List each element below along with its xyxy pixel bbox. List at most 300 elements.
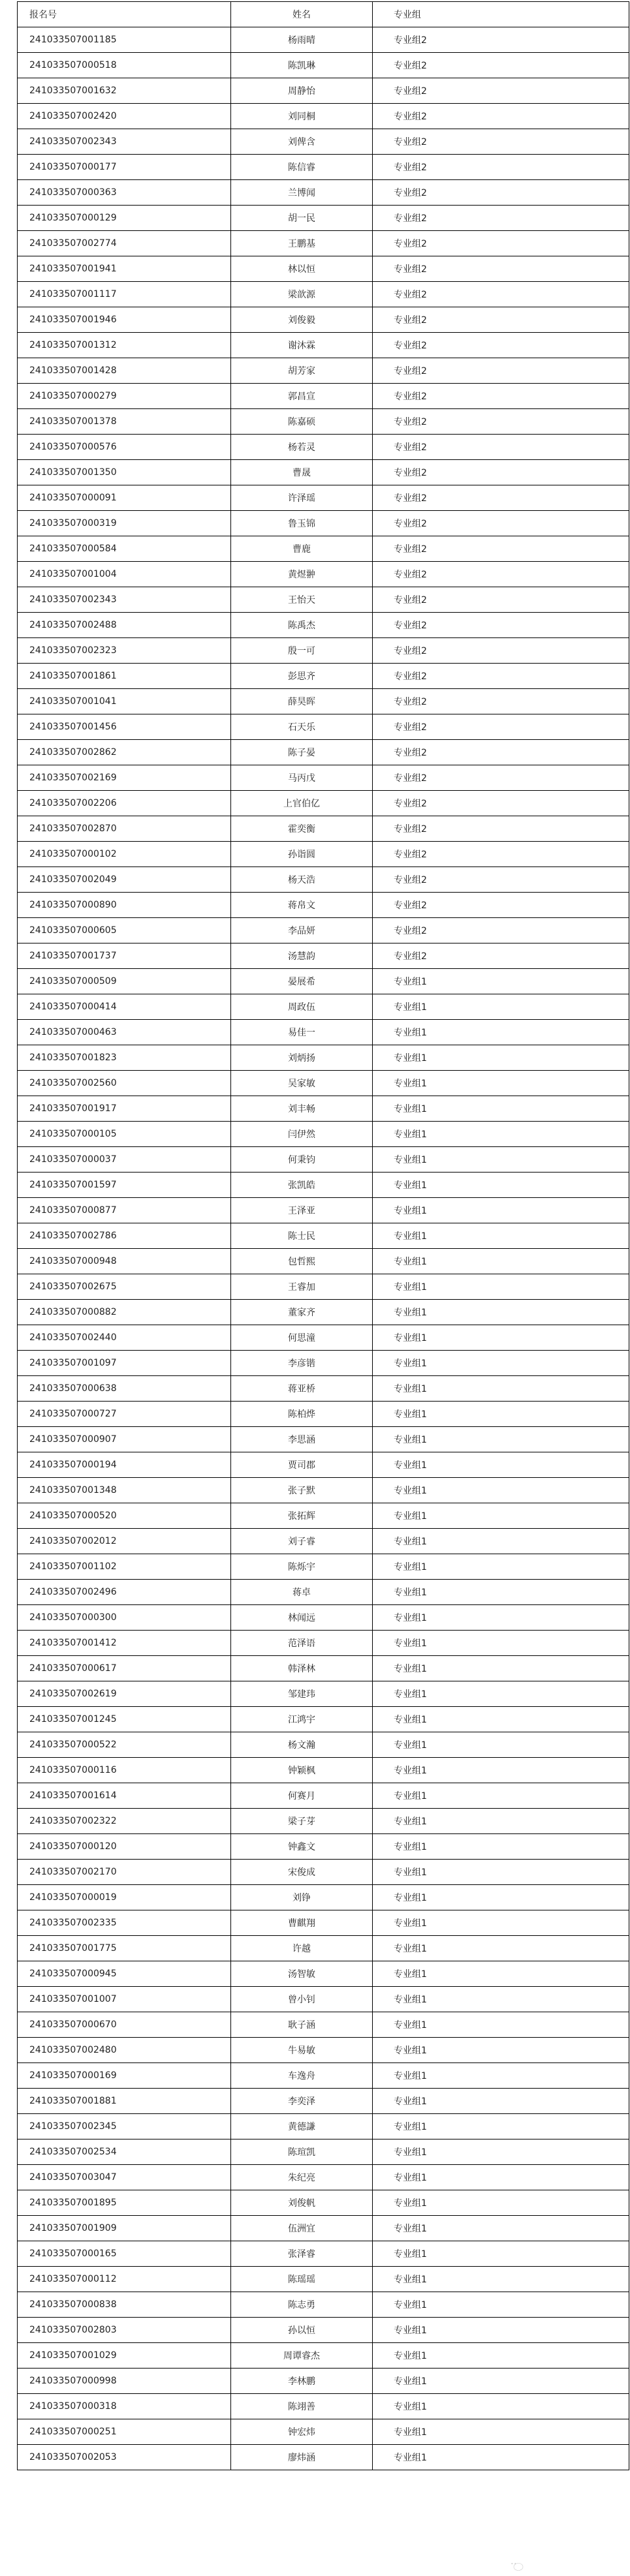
table-row — [18, 2394, 629, 2419]
table-row — [18, 1071, 629, 1096]
cell-major-group: 专业组1 — [373, 1045, 629, 1071]
cell-registration-number: 241033507001185 — [18, 27, 231, 53]
table-row — [18, 714, 629, 740]
cell-name: 胡一民 — [231, 206, 373, 231]
table-row — [18, 1707, 629, 1732]
cell-major-group: 专业组1 — [373, 2445, 629, 2470]
table-row — [18, 282, 629, 307]
table-row — [18, 816, 629, 842]
cell-major-group: 专业组1 — [373, 1910, 629, 1936]
cell-major-group: 专业组2 — [373, 562, 629, 587]
cell-registration-number: 241033507000037 — [18, 1147, 231, 1173]
table-row — [18, 256, 629, 282]
cell-name: 彭思齐 — [231, 664, 373, 689]
cell-name: 梁子芽 — [231, 1809, 373, 1834]
cell-name: 郭昌宣 — [231, 384, 373, 409]
cell-major-group: 专业组1 — [373, 1071, 629, 1096]
cell-name: 杨文瀚 — [231, 1732, 373, 1758]
cell-name: 蒋亚桥 — [231, 1376, 373, 1402]
cell-major-group: 专业组1 — [373, 1503, 629, 1529]
table-row — [18, 893, 629, 918]
cell-major-group: 专业组2 — [373, 155, 629, 180]
table-row — [18, 2445, 629, 2470]
table-row — [18, 1961, 629, 1987]
cell-major-group: 专业组1 — [373, 1987, 629, 2012]
cell-major-group: 专业组2 — [373, 104, 629, 129]
cell-major-group: 专业组1 — [373, 2419, 629, 2445]
table-row — [18, 2139, 629, 2165]
cell-registration-number: 241033507002675 — [18, 1274, 231, 1300]
table-row — [18, 1783, 629, 1809]
cell-major-group: 专业组1 — [373, 1452, 629, 1478]
cell-registration-number: 241033507002440 — [18, 1325, 231, 1351]
cell-registration-number: 241033507000948 — [18, 1249, 231, 1274]
cell-registration-number: 241033507000169 — [18, 2063, 231, 2089]
cell-registration-number: 241033507001378 — [18, 409, 231, 435]
cell-name: 钟鑫文 — [231, 1834, 373, 1860]
table-row — [18, 2165, 629, 2190]
cell-name: 吴家敏 — [231, 1071, 373, 1096]
table-row — [18, 1020, 629, 1045]
cell-major-group: 专业组1 — [373, 1809, 629, 1834]
cell-registration-number: 241033507001004 — [18, 562, 231, 587]
cell-registration-number: 241033507001428 — [18, 358, 231, 384]
cell-name: 陈士民 — [231, 1223, 373, 1249]
cell-major-group: 专业组1 — [373, 1249, 629, 1274]
cell-registration-number: 241033507001909 — [18, 2216, 231, 2241]
table-row — [18, 562, 629, 587]
cell-name: 林闻远 — [231, 1605, 373, 1631]
cell-name: 王怡天 — [231, 587, 373, 613]
cell-major-group: 专业组2 — [373, 307, 629, 333]
cell-major-group: 专业组2 — [373, 867, 629, 893]
cell-major-group: 专业组2 — [373, 206, 629, 231]
cell-name: 刘俾含 — [231, 129, 373, 155]
table-row — [18, 765, 629, 791]
cell-name: 张子默 — [231, 1478, 373, 1503]
cell-registration-number: 241033507000105 — [18, 1122, 231, 1147]
table-row — [18, 78, 629, 104]
cell-major-group: 专业组1 — [373, 1274, 629, 1300]
table-row — [18, 53, 629, 78]
cell-registration-number: 241033507002420 — [18, 104, 231, 129]
wechat-icon — [508, 2560, 524, 2571]
cell-major-group: 专业组2 — [373, 511, 629, 536]
table-row — [18, 155, 629, 180]
cell-name: 刘同桐 — [231, 104, 373, 129]
cell-registration-number: 241033507002343 — [18, 587, 231, 613]
cell-registration-number: 241033507002862 — [18, 740, 231, 765]
cell-major-group: 专业组2 — [373, 638, 629, 664]
cell-registration-number: 241033507001117 — [18, 282, 231, 307]
table-row — [18, 129, 629, 155]
cell-name: 陈瑄凯 — [231, 2139, 373, 2165]
cell-name: 鲁玉锦 — [231, 511, 373, 536]
table-row — [18, 1325, 629, 1351]
cell-major-group: 专业组1 — [373, 2343, 629, 2369]
cell-major-group: 专业组1 — [373, 1223, 629, 1249]
cell-name: 何思潼 — [231, 1325, 373, 1351]
cell-major-group: 专业组2 — [373, 613, 629, 638]
cell-name: 蒋帛文 — [231, 893, 373, 918]
cell-registration-number: 241033507000522 — [18, 1732, 231, 1758]
header-name: 姓名 — [231, 2, 373, 27]
cell-name: 王鹏基 — [231, 231, 373, 256]
table-row — [18, 1885, 629, 1910]
cell-name: 林以恒 — [231, 256, 373, 282]
cell-name: 晏展希 — [231, 969, 373, 994]
cell-name: 兰博闻 — [231, 180, 373, 206]
cell-major-group: 专业组2 — [373, 740, 629, 765]
cell-registration-number: 241033507000300 — [18, 1605, 231, 1631]
cell-major-group: 专业组1 — [373, 1681, 629, 1707]
cell-registration-number: 241033507001245 — [18, 1707, 231, 1732]
header-registration-number: 报名号 — [18, 2, 231, 27]
table-row — [18, 1300, 629, 1325]
cell-registration-number: 241033507000670 — [18, 2012, 231, 2038]
cell-major-group: 专业组1 — [373, 1096, 629, 1122]
cell-registration-number: 241033507002870 — [18, 816, 231, 842]
cell-major-group: 专业组2 — [373, 816, 629, 842]
table-row — [18, 1834, 629, 1860]
cell-registration-number: 241033507000605 — [18, 918, 231, 943]
cell-name: 石天乐 — [231, 714, 373, 740]
cell-major-group: 专业组2 — [373, 180, 629, 206]
cell-name: 陈信睿 — [231, 155, 373, 180]
cell-registration-number: 241033507001895 — [18, 2190, 231, 2216]
cell-major-group: 专业组1 — [373, 2216, 629, 2241]
cell-major-group: 专业组2 — [373, 256, 629, 282]
cell-name: 黄煜翀 — [231, 562, 373, 587]
cell-registration-number: 241033507000890 — [18, 893, 231, 918]
cell-name: 张凯皓 — [231, 1173, 373, 1198]
cell-name: 车逸舟 — [231, 2063, 373, 2089]
table-row — [18, 1631, 629, 1656]
cell-registration-number: 241033507000509 — [18, 969, 231, 994]
table-row — [18, 1681, 629, 1707]
cell-registration-number: 241033507001097 — [18, 1351, 231, 1376]
cell-name: 曹鹿 — [231, 536, 373, 562]
cell-name: 闫伊然 — [231, 1122, 373, 1147]
table-row — [18, 2089, 629, 2114]
cell-registration-number: 241033507000120 — [18, 1834, 231, 1860]
cell-major-group: 专业组2 — [373, 358, 629, 384]
cell-major-group: 专业组1 — [373, 2089, 629, 2114]
cell-name: 刘俊帆 — [231, 2190, 373, 2216]
cell-name: 薛昊晖 — [231, 689, 373, 714]
cell-name: 许泽瑶 — [231, 485, 373, 511]
cell-registration-number: 241033507000112 — [18, 2267, 231, 2292]
cell-major-group: 专业组1 — [373, 2139, 629, 2165]
cell-major-group: 专业组1 — [373, 1860, 629, 1885]
table-row — [18, 2343, 629, 2369]
cell-registration-number: 241033507001881 — [18, 2089, 231, 2114]
cell-registration-number: 241033507000102 — [18, 842, 231, 867]
table-body — [18, 2, 629, 2470]
table-row — [18, 2012, 629, 2038]
cell-name: 汤慧韵 — [231, 943, 373, 969]
cell-registration-number: 241033507000194 — [18, 1452, 231, 1478]
cell-name: 钟颖枫 — [231, 1758, 373, 1783]
table-row — [18, 1987, 629, 2012]
cell-major-group: 专业组2 — [373, 842, 629, 867]
cell-registration-number: 241033507002012 — [18, 1529, 231, 1554]
cell-name: 梁歆源 — [231, 282, 373, 307]
cell-registration-number: 241033507002053 — [18, 2445, 231, 2470]
cell-name: 刘铮 — [231, 1885, 373, 1910]
cell-name: 陈柏烨 — [231, 1402, 373, 1427]
cell-registration-number: 241033507000998 — [18, 2369, 231, 2394]
cell-name: 陈嘉硕 — [231, 409, 373, 435]
cell-major-group: 专业组1 — [373, 1325, 629, 1351]
table-row — [18, 2063, 629, 2089]
cell-registration-number: 241033507000518 — [18, 53, 231, 78]
cell-name: 邹建玮 — [231, 1681, 373, 1707]
cell-name: 陈瑶瑶 — [231, 2267, 373, 2292]
cell-name: 上官伯亿 — [231, 791, 373, 816]
cell-major-group: 专业组1 — [373, 1580, 629, 1605]
cell-registration-number: 241033507001614 — [18, 1783, 231, 1809]
cell-major-group: 专业组2 — [373, 587, 629, 613]
cell-registration-number: 241033507000617 — [18, 1656, 231, 1681]
cell-name: 耿子涵 — [231, 2012, 373, 2038]
table-row — [18, 1452, 629, 1478]
cell-major-group: 专业组2 — [373, 282, 629, 307]
table-row — [18, 2292, 629, 2318]
cell-name: 朱纪亮 — [231, 2165, 373, 2190]
table-row — [18, 1147, 629, 1173]
table-row — [18, 231, 629, 256]
cell-major-group: 专业组1 — [373, 1961, 629, 1987]
cell-registration-number: 241033507002803 — [18, 2318, 231, 2343]
cell-name: 刘子睿 — [231, 1529, 373, 1554]
table-row — [18, 1045, 629, 1071]
cell-name: 胡芳家 — [231, 358, 373, 384]
table-row — [18, 206, 629, 231]
table-row — [18, 536, 629, 562]
table-row — [18, 1173, 629, 1198]
cell-major-group: 专业组1 — [373, 1122, 629, 1147]
table-row — [18, 2114, 629, 2139]
cell-major-group: 专业组1 — [373, 2190, 629, 2216]
cell-registration-number: 241033507002619 — [18, 1681, 231, 1707]
table-row — [18, 867, 629, 893]
table-row — [18, 1580, 629, 1605]
cell-major-group: 专业组2 — [373, 409, 629, 435]
cell-major-group: 专业组1 — [373, 2267, 629, 2292]
cell-name: 孙诣圆 — [231, 842, 373, 867]
cell-name: 宋俊成 — [231, 1860, 373, 1885]
cell-registration-number: 241033507002480 — [18, 2038, 231, 2063]
table-row — [18, 27, 629, 53]
table-row — [18, 2241, 629, 2267]
cell-major-group: 专业组1 — [373, 2165, 629, 2190]
cell-major-group: 专业组1 — [373, 2394, 629, 2419]
cell-name: 易佳一 — [231, 1020, 373, 1045]
cell-major-group: 专业组2 — [373, 893, 629, 918]
cell-registration-number: 241033507002534 — [18, 2139, 231, 2165]
cell-name: 李思涵 — [231, 1427, 373, 1452]
cell-name: 张拓辉 — [231, 1503, 373, 1529]
cell-major-group: 专业组1 — [373, 1936, 629, 1961]
cell-major-group: 专业组1 — [373, 2292, 629, 2318]
cell-name: 何秉钧 — [231, 1147, 373, 1173]
table-row — [18, 1478, 629, 1503]
cell-registration-number: 241033507000877 — [18, 1198, 231, 1223]
cell-major-group: 专业组2 — [373, 27, 629, 53]
table-row — [18, 180, 629, 206]
table-row — [18, 1274, 629, 1300]
cell-name: 杨若灵 — [231, 435, 373, 460]
cell-name: 陈子晏 — [231, 740, 373, 765]
cell-registration-number: 241033507001597 — [18, 1173, 231, 1198]
cell-major-group: 专业组2 — [373, 231, 629, 256]
table-row — [18, 1198, 629, 1223]
cell-major-group: 专业组2 — [373, 765, 629, 791]
table-row — [18, 511, 629, 536]
cell-major-group: 专业组1 — [373, 1732, 629, 1758]
cell-major-group: 专业组2 — [373, 714, 629, 740]
cell-registration-number: 241033507001412 — [18, 1631, 231, 1656]
cell-name: 周静怡 — [231, 78, 373, 104]
table-row — [18, 2038, 629, 2063]
cell-major-group: 专业组1 — [373, 1834, 629, 1860]
table-row — [18, 460, 629, 485]
cell-name: 陈凯琳 — [231, 53, 373, 78]
cell-registration-number: 241033507000463 — [18, 1020, 231, 1045]
cell-registration-number: 241033507000907 — [18, 1427, 231, 1452]
table-row — [18, 1809, 629, 1834]
cell-name: 陈志勇 — [231, 2292, 373, 2318]
footer-prefix: 公众号 — [527, 2560, 559, 2573]
table-row — [18, 104, 629, 129]
cell-major-group: 专业组2 — [373, 943, 629, 969]
cell-name: 韩泽林 — [231, 1656, 373, 1681]
cell-registration-number: 241033507001861 — [18, 664, 231, 689]
cell-major-group: 专业组1 — [373, 1758, 629, 1783]
cell-registration-number: 241033507001946 — [18, 307, 231, 333]
footer-account: 高考倒计时 — [567, 2560, 620, 2573]
cell-registration-number: 241033507002774 — [18, 231, 231, 256]
table-row — [18, 587, 629, 613]
cell-registration-number: 241033507001102 — [18, 1554, 231, 1580]
cell-registration-number: 241033507002322 — [18, 1809, 231, 1834]
cell-registration-number: 241033507002488 — [18, 613, 231, 638]
cell-name: 殷一可 — [231, 638, 373, 664]
table-row — [18, 1758, 629, 1783]
cell-name: 贾司郡 — [231, 1452, 373, 1478]
cell-name: 陈禹杰 — [231, 613, 373, 638]
cell-name: 范泽语 — [231, 1631, 373, 1656]
cell-name: 廖炜涵 — [231, 2445, 373, 2470]
cell-registration-number: 241033507001312 — [18, 333, 231, 358]
cell-registration-number: 241033507000520 — [18, 1503, 231, 1529]
cell-major-group: 专业组1 — [373, 2063, 629, 2089]
cell-major-group: 专业组1 — [373, 1631, 629, 1656]
watermark-footer — [508, 2558, 621, 2573]
cell-major-group: 专业组1 — [373, 1707, 629, 1732]
cell-name: 钟宏炜 — [231, 2419, 373, 2445]
table-row — [18, 2318, 629, 2343]
cell-major-group: 专业组1 — [373, 1605, 629, 1631]
table-row — [18, 1860, 629, 1885]
table-row — [18, 2216, 629, 2241]
cell-registration-number: 241033507002169 — [18, 765, 231, 791]
table-row — [18, 307, 629, 333]
cell-major-group: 专业组1 — [373, 994, 629, 1020]
cell-name: 李奕泽 — [231, 2089, 373, 2114]
cell-major-group: 专业组1 — [373, 1427, 629, 1452]
cell-major-group: 专业组2 — [373, 78, 629, 104]
cell-registration-number: 241033507000279 — [18, 384, 231, 409]
cell-major-group: 专业组1 — [373, 969, 629, 994]
cell-name: 曾小钊 — [231, 1987, 373, 2012]
table-row — [18, 1936, 629, 1961]
table-row — [18, 1096, 629, 1122]
cell-major-group: 专业组2 — [373, 384, 629, 409]
table-row — [18, 994, 629, 1020]
cell-major-group: 专业组1 — [373, 2369, 629, 2394]
table-row — [18, 384, 629, 409]
table-row — [18, 842, 629, 867]
cell-registration-number: 241033507001348 — [18, 1478, 231, 1503]
cell-registration-number: 241033507001632 — [18, 78, 231, 104]
cell-name: 何赛月 — [231, 1783, 373, 1809]
cell-name: 包哲熙 — [231, 1249, 373, 1274]
cell-name: 马丙戊 — [231, 765, 373, 791]
cell-major-group: 专业组1 — [373, 1020, 629, 1045]
cell-name: 王睿加 — [231, 1274, 373, 1300]
cell-name: 杨雨晴 — [231, 27, 373, 53]
table-row — [18, 485, 629, 511]
cell-name: 牛易敏 — [231, 2038, 373, 2063]
cell-major-group: 专业组1 — [373, 1147, 629, 1173]
cell-name: 刘炳扬 — [231, 1045, 373, 1071]
cell-registration-number: 241033507002335 — [18, 1910, 231, 1936]
cell-registration-number: 241033507002049 — [18, 867, 231, 893]
cell-registration-number: 241033507001041 — [18, 689, 231, 714]
table-row — [18, 1605, 629, 1631]
cell-major-group: 专业组1 — [373, 1173, 629, 1198]
cell-major-group: 专业组2 — [373, 53, 629, 78]
cell-registration-number: 241033507000363 — [18, 180, 231, 206]
cell-major-group: 专业组2 — [373, 664, 629, 689]
cell-major-group: 专业组1 — [373, 1529, 629, 1554]
cell-name: 杨天浩 — [231, 867, 373, 893]
table-row — [18, 1223, 629, 1249]
cell-registration-number: 241033507000319 — [18, 511, 231, 536]
cell-registration-number: 241033507001737 — [18, 943, 231, 969]
table-row — [18, 1910, 629, 1936]
cell-registration-number: 241033507000414 — [18, 994, 231, 1020]
cell-registration-number: 241033507002560 — [18, 1071, 231, 1096]
table-header-row — [18, 2, 629, 27]
cell-name: 董家齐 — [231, 1300, 373, 1325]
cell-name: 曹晟 — [231, 460, 373, 485]
table-row — [18, 1656, 629, 1681]
table-row — [18, 2369, 629, 2394]
cell-name: 蒋卓 — [231, 1580, 373, 1605]
cell-registration-number: 241033507001775 — [18, 1936, 231, 1961]
table-row — [18, 358, 629, 384]
table-row — [18, 1249, 629, 1274]
cell-name: 张泽睿 — [231, 2241, 373, 2267]
cell-registration-number: 241033507001456 — [18, 714, 231, 740]
admission-list-table — [17, 1, 629, 2470]
cell-name: 许越 — [231, 1936, 373, 1961]
cell-name: 伍洲宜 — [231, 2216, 373, 2241]
cell-name: 霍奕衡 — [231, 816, 373, 842]
